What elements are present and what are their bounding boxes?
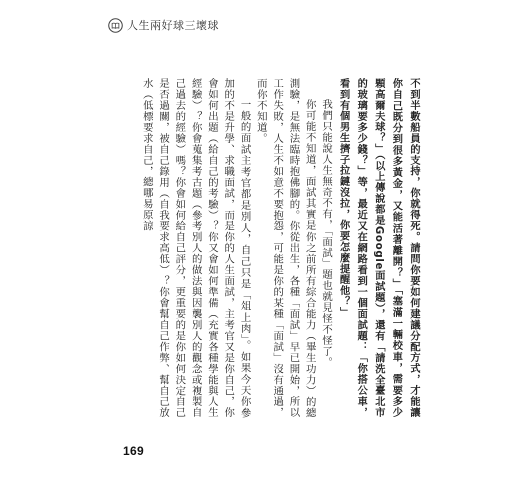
book-title: 人生兩好球三壞球 xyxy=(127,19,219,32)
quoted-interview-questions: 不到半數船員的支持，你就得死。請問你要如何建議分配方式，才能讓你自己既分到很多黃金，又能活著離開？」「塞滿一輛校車，需要多少顆高爾夫球？」（以上傳說都是Google面試題），還有「請洗全臺北市的玻璃要多少錢？」等，最近又在網路看到一個面試題：「你搭公車，看到有個男生擠子拉鏈沒拉，你要怎麼提醒他？」 xyxy=(337,78,419,418)
paragraph-2: 你可能不知道，面試其實是你之前所有綜合能力（畢生功力）的總測驗，是無法臨時抱佛腳的。你從出生，各種「面試」早已開始，所以工作失敗，人生不如意不要抱怨，可能是你的某種「面試」沒有通過，而你不知道。 xyxy=(254,78,316,418)
paragraph-3: 一般的面試主考官都是別人，自己只是「俎上肉」。如果今天你參加的不是升學、求職面試，而是你的人生面試，主考官又是你自己，你會如何出題（給自己的考驗）？你又會如何準備（充實各種學能與人生經驗）？你會蒐集考古題（參考別人的做法與因襲別人的觀念或複製自己過去的經驗）嗎？你會如何給自己評分，更重要的是你如何決定自己是否過關，被自己錄用（自我要求高低）？你會幫自己作弊、幫自己放水（低標要求自己，總哪易原諒 xyxy=(140,78,251,418)
running-header xyxy=(108,16,219,34)
page-body xyxy=(124,78,422,418)
book-logo-icon xyxy=(108,18,123,33)
paragraph-1: 我們只能說人生無奇不有，「面試」題也就見怪不怪了。 xyxy=(320,98,333,368)
page-number: 169 xyxy=(123,444,144,458)
